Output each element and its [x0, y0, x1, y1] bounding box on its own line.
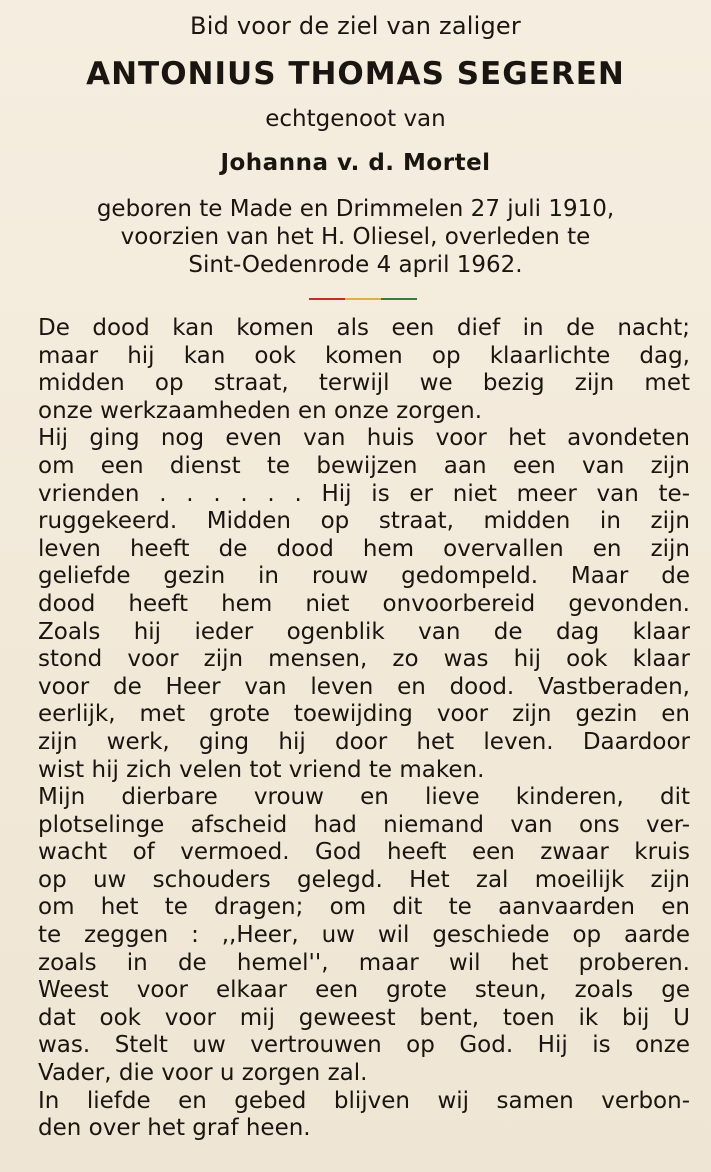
memorial-text-line: In liefde en gebed blijven wij samen verbon-	[38, 1087, 690, 1114]
memorial-text-line: onze werkzaamheden en onze zorgen.	[38, 397, 483, 424]
memorial-text-line: leven heeft de dood hem overvallen en zijn	[38, 535, 690, 562]
memorial-text-line: te zeggen : ,,Heer, uw wil geschiede op aarde	[38, 922, 690, 949]
memorial-text-line: De dood kan komen als een dief in de nacht;	[38, 315, 690, 341]
spouse-prefix: echtgenoot van	[265, 106, 446, 132]
memorial-text-line: op uw schouders gelegd. Het zal moeilijk zijn	[38, 866, 690, 893]
memorial-text-line: zijn werk, ging hij door het leven. Daardoor	[38, 728, 690, 755]
memorial-text-line: maar hij kan ook komen op klaarlichte dag,	[38, 342, 690, 369]
birth-line: geboren te Made en Drimmelen 27 juli 1910,	[96, 196, 615, 222]
memorial-text-line: Vader, die voor u zorgen zal.	[38, 1060, 368, 1087]
memorial-text	[38, 315, 690, 1143]
spouse-name: Johanna v. d. Mortel	[220, 150, 491, 176]
tricolor-divider	[309, 298, 417, 300]
memorial-text-line: Weest voor elkaar een grote steun, zoals ge	[38, 977, 690, 1004]
memorial-text-line: om het te dragen; om dit te aanvaarden en	[38, 894, 690, 921]
memorial-text-line: wacht of vermoed. God heeft een zwaar kruis	[38, 839, 690, 866]
memorial-text-line: den over het graf heen.	[38, 1115, 311, 1142]
memorial-text-line: om een dienst te bewijzen aan een van zijn	[38, 452, 690, 479]
memorial-text-line: eerlijk, met grote toewijding voor zijn gezin en	[38, 701, 690, 728]
memorial-text-line: Mijn dierbare vrouw en lieve kinderen, dit	[38, 784, 690, 811]
memorial-text-line: dat ook voor mij geweest bent, toen ik bij U	[38, 1004, 690, 1031]
divider-red-segment	[309, 298, 345, 300]
memorial-text-line: midden op straat, terwijl we bezig zijn met	[38, 370, 690, 397]
memorial-text-line: voor de Heer van leven en dood. Vastberaden,	[38, 673, 690, 700]
memorial-text-line: vrienden . . . . . . Hij is er niet meer van te-	[38, 480, 690, 507]
memorial-text-line: Hij ging nog even van huis voor het avondeten	[38, 425, 690, 452]
memorial-text-line: plotselinge afscheid had niemand van ons ver-	[38, 811, 690, 838]
divider-green-segment	[381, 298, 417, 300]
divider-gold-segment	[345, 298, 381, 300]
memorial-text-line: geliefde gezin in rouw gedompeld. Maar de	[38, 563, 690, 590]
birth-line: voorzien van het H. Oliesel, overleden te	[120, 224, 591, 250]
card-intro: Bid voor de ziel van zaliger	[190, 12, 521, 40]
memorial-text-line: wist hij zich velen tot vriend te maken.	[38, 756, 485, 783]
memorial-text-line: ruggekeerd. Midden op straat, midden in zijn	[38, 508, 690, 535]
memorial-text-line: zoals in de hemel'', maar wil het proberen.	[38, 949, 690, 976]
memorial-text-line: stond voor zijn mensen, zo was hij ook klaar	[38, 646, 690, 673]
memorial-text-line: dood heeft hem niet onvoorbereid gevonden.	[38, 590, 690, 617]
memorial-text-line: was. Stelt uw vertrouwen op God. Hij is onze	[38, 1032, 690, 1059]
memorial-text-line: Zoals hij ieder ogenblik van de dag klaar	[38, 618, 690, 645]
deceased-name: ANTONIUS THOMAS SEGEREN	[86, 56, 625, 92]
birth-line: Sint-Oedenrode 4 april 1962.	[188, 252, 523, 278]
